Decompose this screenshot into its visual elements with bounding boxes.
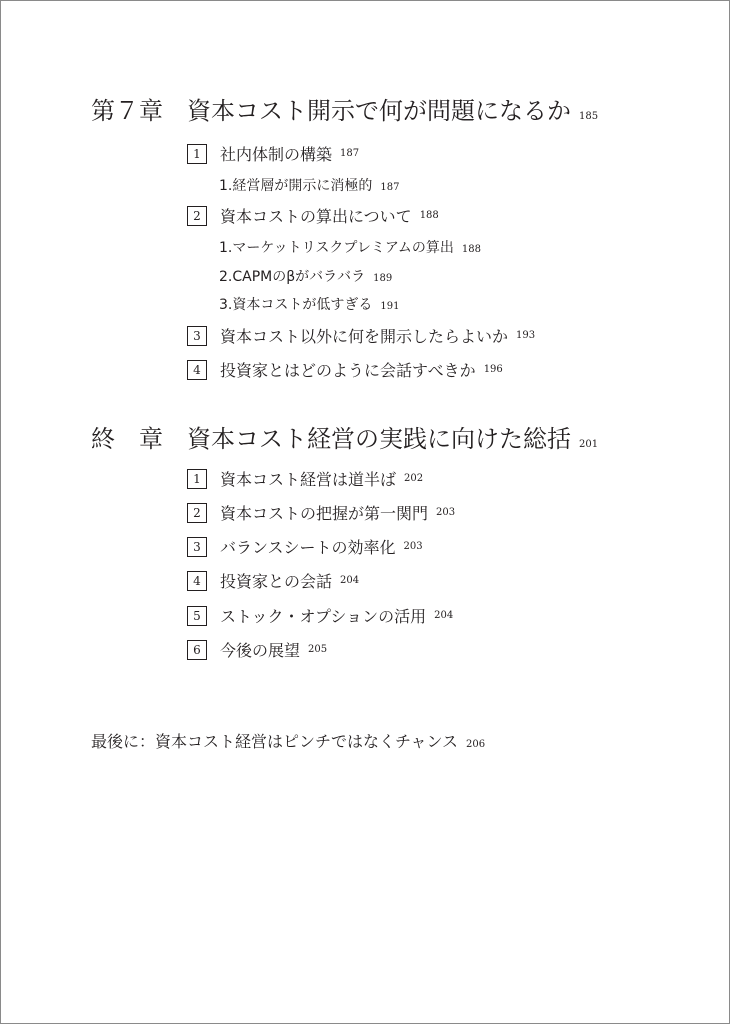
section-number-box: 1 [187,469,207,489]
section-entry [187,638,327,661]
section-number-box: 5 [187,606,207,626]
section-title: バランスシートの効率化 [220,538,396,557]
page-number: 187 [380,182,400,193]
section-number-box: 1 [187,144,207,164]
section-entry [187,569,359,592]
subsection-title: 1.経営層が開示に消極的 [219,178,373,194]
chapter-label: 第７章 [91,97,163,125]
subsection-title: 1.マーケットリスクプレミアムの算出 [219,240,454,256]
section-title: 資本コスト以外に何を開示したらよいか [220,327,509,346]
section-number-box: 3 [187,537,207,557]
page-number: 204 [434,610,454,621]
section-number-box: 2 [187,206,207,226]
page-number: 188 [461,244,481,255]
page-number: 188 [419,210,439,221]
subsection-entry [219,237,481,257]
chapter-label: 終 章 [91,425,163,453]
page-number: 203 [436,507,456,518]
page-number: 187 [340,148,360,159]
section-entry [187,324,535,347]
section-number-box: 2 [187,503,207,523]
chapter-heading [91,419,598,454]
subsection-entry [219,175,399,195]
section-number-box: 4 [187,571,207,591]
subsection-entry [219,266,392,286]
section-number-box: 4 [187,360,207,380]
section-title: 資本コストの算出について [220,207,412,226]
page-number: 204 [340,575,360,586]
section-entry [187,604,453,627]
page-number: 206 [466,739,486,750]
section-title: 今後の展望 [220,641,301,660]
closing-entry [91,729,485,752]
section-entry [187,358,503,381]
section-title: 社内体制の構築 [220,145,333,164]
closing-title: 最後に：資本コスト経営はピンチではなくチャンス [91,732,459,751]
page-number: 202 [404,473,424,484]
section-number-box: 6 [187,640,207,660]
chapter-title: 資本コスト開示で何が問題になるか [187,97,571,125]
subsection-entry [219,294,399,314]
page-number: 185 [579,111,599,122]
section-entry [187,204,439,227]
section-entry [187,501,455,524]
subsection-title: 2.CAPMのβがバラバラ [219,269,366,285]
section-entry [187,535,423,558]
page-number: 205 [308,644,328,655]
subsection-title: 3.資本コストが低すぎる [219,297,373,313]
section-title: 投資家との会話 [220,572,333,591]
page-number: 201 [579,439,599,450]
page-number: 203 [403,541,423,552]
section-title: 投資家とはどのように会話すべきか [220,361,476,380]
section-title: 資本コストの把握が第一関門 [220,504,429,523]
chapter-title: 資本コスト経営の実践に向けた総括 [187,425,571,453]
page-number: 191 [380,301,400,312]
page-number: 193 [516,330,536,341]
section-title: 資本コスト経営は道半ば [220,470,397,489]
page-number: 196 [483,364,503,375]
section-entry [187,467,423,490]
section-entry [187,142,359,165]
section-title: ストック・オプションの活用 [220,607,427,626]
page-number: 189 [373,273,393,284]
section-number-box: 3 [187,326,207,346]
chapter-heading [91,91,598,126]
